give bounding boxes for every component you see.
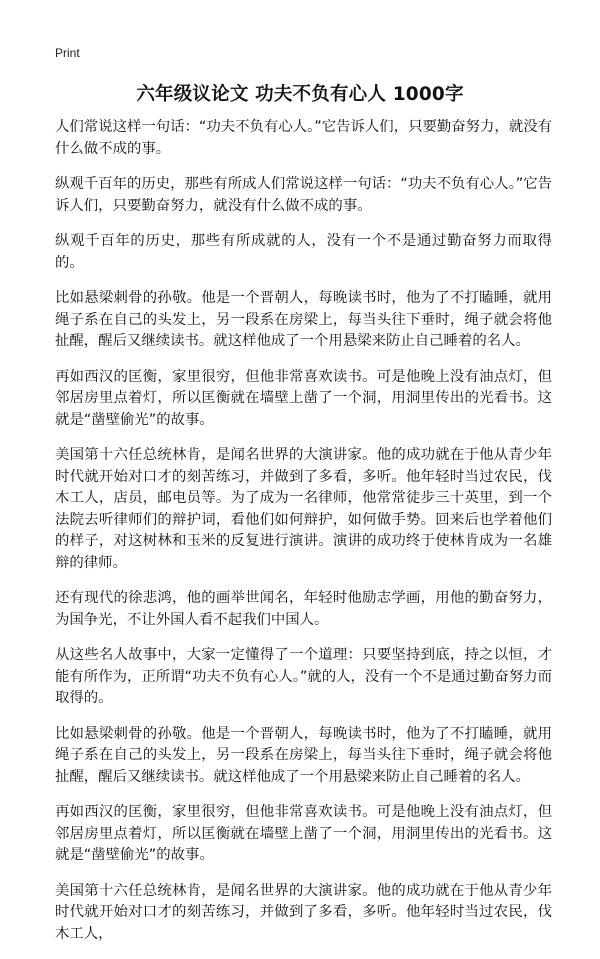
paragraph: 美国第十六任总统林肯，是闻名世界的大演讲家。他的成功就在于他从青少年时代就开始对口才的刻苦练习，并做到了多看，多听。他年轻时当过农民，伐木工人， [55, 882, 552, 942]
paragraph: 从这些名人故事中，大家一定懂得了一个道理：只要坚持到底，持之以恒，才能有所作为，正所谓“功夫不负有心人。”就的人，没有一个不是通过勤奋努力而取得的。 [55, 647, 552, 706]
paragraph: 比如悬梁刺骨的孙敬。他是一个晋朝人，每晚读书时，他为了不打瞌睡，就用绳子系在自己的头发上，另一段系在房梁上，每当头往下垂时，绳子就会将他扯醒，醒后又继续读书。就这样他成了一个用悬梁来防止自己睡着的名人。 [55, 725, 552, 785]
paragraph: 纵观千百年的历史，那些有所成人们常说这样一句话：“功夫不负有心人。”它告诉人们，只要勤奋努力，就没有什么做不成的事。 [55, 176, 552, 214]
paragraph: 比如悬梁刺骨的孙敬。他是一个晋朝人，每晚读书时，他为了不打瞌睡，就用绳子系在自己的头发上，另一段系在房梁上，每当头往下垂时，绳子就会将他扯醒，醒后又继续读书。就这样他成了一个用悬梁来防止自己睡着的名人。 [55, 290, 552, 349]
paragraph: 美国第十六任总统林肯，是闻名世界的大演讲家。他的成功就在于他从青少年时代就开始对口才的刻苦练习，并做到了多看，多听。他年轻时当过农民，伐木工人，店员，邮电员等。为了成为一名律师，他常常徒步三十英里，到一个法院去听律师们的辩护词，看他们如何辩护，如何做手势。回来后也学着他们的样子，对这树林和玉米的反复进行演讲。演讲的成功终于使林肯成为一名雄辩的律师。 [55, 447, 552, 571]
paragraph: 人们常说这样一句话：“功夫不负有心人。”它告诉人们，只要勤奋努力，就没有什么做不成的事。 [55, 119, 552, 157]
page-title: 六年级议论文 功夫不负有心人 1000字 [136, 84, 464, 105]
print-label[interactable]: Print [55, 46, 80, 60]
article-body [55, 117, 552, 959]
paragraph: 再如西汉的匡衡，家里很穷，但他非常喜欢读书。可是他晚上没有油点灯，但邻居房里点着灯，所以匡衡就在墙壁上凿了一个洞，用洞里传出的光看书。这就是“凿壁偷光”的故事。 [55, 804, 552, 863]
paragraph: 再如西汉的匡衡，家里很穷，但他非常喜欢读书。可是他晚上没有油点灯，但邻居房里点着灯，所以匡衡就在墙壁上凿了一个洞，用洞里传出的光看书。这就是“凿壁偷光”的故事。 [55, 368, 552, 428]
paragraph: 纵观千百年的历史，那些有所成就的人，没有一个不是通过勤奋努力而取得的。 [55, 233, 552, 271]
paragraph: 还有现代的徐悲鸿，他的画举世闻名，年轻时他励志学画，用他的勤奋努力，为国争光，不让外国人看不起我们中国人。 [55, 590, 552, 628]
